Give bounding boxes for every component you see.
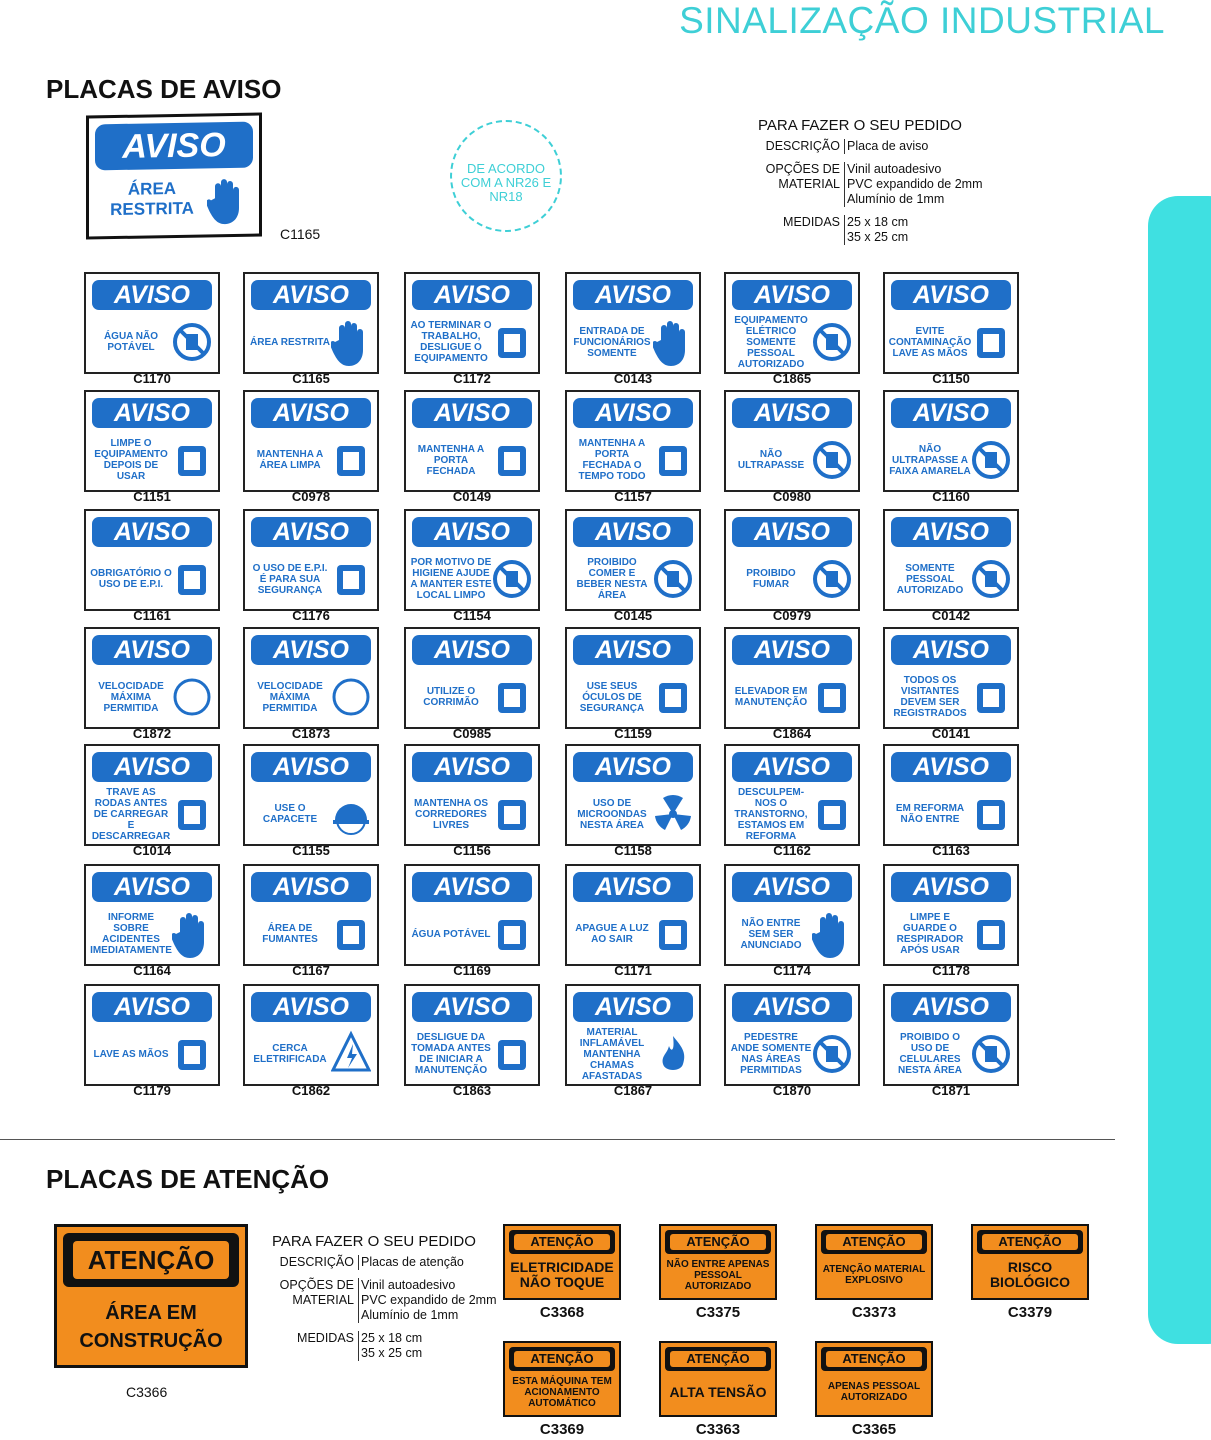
radiation-icon [653,790,693,838]
speed-20-icon [331,673,371,721]
ppe-icon [331,555,371,603]
order-value: Alumínio de 1mm [361,1308,459,1322]
order-value: Placa de aviso [847,139,929,153]
faucet-icon [492,910,532,958]
sign-text: EM REFORMA NÃO ENTRE [895,803,965,825]
sign-bar: AVISO [732,517,852,547]
sign-text: TRAVE AS RODAS ANTES DE CARREGAR E DESCARREGAR [91,786,171,842]
order-value: Alumínio de 1mm [847,192,945,206]
handrail-icon [492,673,532,721]
aviso-sign [724,984,860,1086]
sign-text: ÁGUA NÃO POTÁVEL [103,331,159,353]
sign-bar: AVISO [732,992,852,1022]
switch-icon [653,910,693,958]
sign-code: C3375 [695,1304,741,1321]
electric-icon [331,1030,371,1078]
sign-bar: AVISO [573,635,693,665]
no-drinking-water-icon [172,318,212,366]
order-value: Placas de atenção [361,1255,464,1269]
aviso-sign [84,272,220,374]
aviso-sign [724,509,860,611]
sign-bar: AVISO [573,872,693,902]
sign-text: MATERIAL INFLAMÁVEL MANTENHA CHAMAS AFASTADAS [579,1026,645,1082]
speed-10-icon [172,673,212,721]
sign-code: C0141 [931,726,971,741]
sign-bar: AVISO [891,992,1011,1022]
sign-text: O USO DE E.P.I. É PARA SUA SEGURANÇA [252,562,328,596]
sign-bar: AVISO [732,280,852,310]
sign-bar: AVISO [251,635,371,665]
sign-bar: AVISO [412,752,532,782]
sign-bar-label: ATENÇÃO [73,1241,229,1279]
sign-bar [63,1233,239,1287]
aviso-sign [404,744,540,846]
sign-bar: AVISO [92,872,212,902]
aviso-sign [404,627,540,729]
sign-bar: AVISO [412,398,532,428]
sign-bar [821,1230,927,1254]
aviso-sign [724,272,860,374]
order-title: PARA FAZER O SEU PEDIDO [272,1233,476,1250]
sign-text: ELETRICIDADE NÃO TOQUE [510,1259,614,1290]
sign-text: INFORME SOBRE ACIDENTES IMEDIATAMENTE [90,912,172,956]
aviso-sign [883,984,1019,1086]
sign-code: C1159 [614,726,652,741]
sign-code: C1176 [292,608,330,623]
sign-text: PROIBIDO FUMAR [746,568,796,590]
aviso-sign [883,627,1019,729]
aviso-sign [243,864,379,966]
hand-icon [812,910,852,958]
sign-bar: AVISO [251,280,371,310]
sign-text: ESTA MÁQUINA TEM ACIONAMENTO AUTOMÁTICO [512,1375,612,1409]
sign-bar-label: ATENÇÃO [670,1351,766,1367]
sign-bar-label: ATENÇÃO [514,1234,610,1250]
sign-bar: AVISO [891,517,1011,547]
sign-bar: AVISO [95,122,253,171]
aviso-sign [243,390,379,492]
order-label [272,1308,359,1323]
sign-text: ÁREA EM CONSTRUÇÃO [79,1302,223,1352]
sign-bar: AVISO [891,635,1011,665]
sign-text: USO DE MICROONDAS NESTA ÁREA [577,797,647,831]
sign-code: C0149 [452,489,492,504]
hero-atencao-sign [54,1224,248,1368]
sign-code: C0979 [772,608,812,623]
aviso-sign [84,627,220,729]
smoking-icon [331,910,371,958]
sign-code: C0980 [772,489,812,504]
respirator-icon [971,910,1011,958]
sign-code: C0142 [931,608,971,623]
sign-text: SOMENTE PESSOAL AUTORIZADO [896,562,964,596]
atencao-sign [659,1341,777,1417]
sign-bar: AVISO [251,872,371,902]
sign-code: C3379 [1007,1304,1053,1321]
aviso-sign [84,864,220,966]
order-value: 25 x 18 cm [361,1331,423,1345]
sign-text: DESCULPEM-NOS O TRANSTORNO, ESTAMOS EM REFORMA [734,786,808,842]
aviso-sign [565,509,701,611]
sign-bar-label: ATENÇÃO [514,1351,610,1367]
sign-code: C1161 [133,608,171,623]
atencao-sign [659,1224,777,1300]
page-header-title: SINALIZAÇÃO INDUSTRIAL [679,0,1165,41]
order-value: PVC expandido de 2mm [847,177,983,191]
sign-bar: AVISO [412,517,532,547]
aviso-sign [565,627,701,729]
sign-bar [977,1230,1083,1254]
sign-text: EQUIPAMENTO ELÉTRICO SOMENTE PESSOAL AUTORIZADO [734,314,808,370]
sign-bar: AVISO [92,635,212,665]
hero-atencao-code: C3366 [126,1384,168,1400]
sign-bar: AVISO [412,992,532,1022]
sign-code: C1167 [292,963,330,978]
barrier-icon [812,790,852,838]
no-pedestrian-icon [812,1030,852,1078]
sign-text: ELEVADOR EM MANUTENÇÃO [734,686,808,708]
sign-bar [509,1347,615,1371]
sign-text: CERCA ELETRIFICADA [253,1043,327,1065]
order-label: MATERIAL [758,177,845,192]
aviso-sign [883,864,1019,966]
sign-text: RISCO BIOLÓGICO [989,1259,1071,1290]
order-value: Vinil autoadesivo [361,1278,456,1292]
cleaning-icon [172,436,212,484]
sign-text: DESLIGUE DA TOMADA ANTES DE INICIAR A MANUTENÇÃO [411,1032,491,1076]
aviso-sign [243,509,379,611]
hand-icon [207,176,247,227]
order-value: 35 x 25 cm [847,230,909,244]
sign-bar: AVISO [573,517,693,547]
no-pass-icon [812,436,852,484]
sign-bar: AVISO [251,398,371,428]
sign-text: VELOCIDADE MÁXIMA PERMITIDA [257,680,323,714]
sign-code: C1169 [453,963,491,978]
flame-icon [653,1030,693,1078]
sign-bar: AVISO [251,752,371,782]
aviso-sign [243,744,379,846]
sign-text: PROIBIDO O USO DE CELULARES NESTA ÁREA [898,1032,962,1076]
nr-stamp [450,120,562,232]
order-label: MATERIAL [272,1293,359,1308]
atencao-sign [815,1341,933,1417]
sign-code: C1014 [132,843,172,858]
sign-bar: AVISO [573,398,693,428]
no-pass-icon [971,436,1011,484]
aviso-sign [243,627,379,729]
sign-bar: AVISO [891,280,1011,310]
sign-code: C1862 [291,1083,331,1098]
sign-text: POR MOTIVO DE HIGIENE AJUDE A MANTER ESTE LOCAL LIMPO [410,557,492,601]
sign-text: PROIBIDO COMER E BEBER NESTA ÁREA [576,557,648,601]
sign-code: C3373 [851,1304,897,1321]
helmet-icon [331,790,371,838]
sign-text: ENTRADA DE FUNCIONÁRIOS SOMENTE [573,325,651,359]
aviso-sign [404,390,540,492]
wash-hands-icon [971,318,1011,366]
sign-code: C1151 [133,489,171,504]
sign-code: C1870 [772,1083,812,1098]
section-divider [0,1139,1115,1140]
order-value: PVC expandido de 2mm [361,1293,497,1307]
aviso-sign [565,272,701,374]
plug-icon [492,1030,532,1078]
order-label: MEDIDAS [272,1331,359,1346]
atencao-sign [815,1224,933,1300]
sign-bar: AVISO [891,872,1011,902]
order-label: DESCRIÇÃO [272,1255,359,1270]
sign-bar: AVISO [732,872,852,902]
sign-code: C0985 [452,726,492,741]
order-value: 35 x 25 cm [361,1346,423,1360]
aviso-sign [84,744,220,846]
sign-code: C1150 [932,371,970,386]
sign-code: C1162 [773,843,811,858]
aviso-sign [84,509,220,611]
sign-text: LAVE AS MÃOS [93,1048,169,1060]
sign-text: USE SEUS ÓCULOS DE SEGURANÇA [579,680,645,714]
sign-bar-label: ATENÇÃO [826,1351,922,1367]
sign-code: C3365 [851,1421,897,1438]
aviso-sign [883,390,1019,492]
stamp-text: DE ACORDO COM A NR26 E NR18 [460,161,552,204]
aviso-sign [565,864,701,966]
sign-code: C3369 [539,1421,585,1438]
sign-bar: AVISO [251,517,371,547]
sign-code: C1864 [772,726,812,741]
sign-text: VELOCIDADE MÁXIMA PERMITIDA [98,680,164,714]
sign-code: C1172 [453,371,491,386]
sign-code: C1174 [773,963,811,978]
aviso-sign [565,744,701,846]
sign-text: ALTA TENSÃO [669,1383,767,1400]
sign-text: ÁREA RESTRITA [250,336,330,348]
order-info-atencao [272,1234,497,1361]
aviso-sign [724,390,860,492]
sign-bar-label: ATENÇÃO [670,1234,766,1250]
door-icon [653,436,693,484]
sign-code: C1154 [453,608,491,623]
hero-aviso-sign [86,112,262,239]
hand-icon [653,318,693,366]
sign-code: C0978 [291,489,331,504]
sign-bar: AVISO [412,872,532,902]
sign-bar: AVISO [732,635,852,665]
sign-text: NÃO ULTRAPASSE [737,449,805,471]
order-label: DESCRIÇÃO [758,139,845,154]
sign-text: USE O CAPACETE [262,803,318,825]
hand-icon [331,318,371,366]
goggles-icon [653,673,693,721]
sign-code: C1160 [932,489,970,504]
sign-bar: AVISO [251,992,371,1022]
aviso-sign [565,984,701,1086]
sign-bar-label: ATENÇÃO [826,1234,922,1250]
sign-code: C3368 [539,1304,585,1321]
sign-text: AO TERMINAR O TRABALHO, DESLIGUE O EQUIPAMENTO [410,320,492,364]
sign-text: EVITE CONTAMINAÇÃO LAVE AS MÃOS [888,325,972,359]
aviso-sign [404,984,540,1086]
sign-bar: AVISO [891,752,1011,782]
no-food-icon [653,555,693,603]
sign-bar: AVISO [412,280,532,310]
sign-code: C1171 [614,963,652,978]
elevator-icon [812,673,852,721]
sign-bar [665,1230,771,1254]
sign-bar: AVISO [92,398,212,428]
order-value: 25 x 18 cm [847,215,909,229]
hero-aviso-code: C1165 [280,226,321,242]
sign-text: NÃO ULTRAPASSE A FAIXA AMARELA [889,443,971,477]
sign-text: PEDESTRE ANDE SOMENTE NAS ÁREAS PERMITIDAS [730,1032,812,1076]
section-title-atencao: PLACAS DE ATENÇÃO [46,1164,330,1194]
sign-bar: AVISO [732,752,852,782]
no-touch-icon [971,555,1011,603]
order-label: OPÇÕES DE [272,1278,359,1293]
order-info-aviso [758,118,983,245]
sign-code: C1871 [931,1083,971,1098]
sign-text: NÃO ENTRE SEM SER ANUNCIADO [740,917,802,951]
sign-text: MANTENHA A ÁREA LIMPA [256,449,324,471]
sign-text: MANTENHA OS CORREDORES LIVRES [413,797,489,831]
sign-code: C1863 [452,1083,492,1098]
sign-code: C1157 [614,489,652,504]
aviso-sign [404,509,540,611]
atencao-sign [503,1224,621,1300]
sign-code: C1158 [614,843,652,858]
sign-text: ÁREA DE FUMANTES [262,923,318,945]
barrier-icon [971,790,1011,838]
sign-code: C1155 [292,843,330,858]
no-touch-icon [812,318,852,366]
aviso-sign [84,390,220,492]
sign-bar [821,1347,927,1371]
sign-text: ÁREA RESTRITA [110,178,194,220]
sign-code: C1163 [932,843,970,858]
sign-bar: AVISO [92,280,212,310]
no-smoking-icon [812,555,852,603]
sign-code: C1170 [133,371,171,386]
sign-text: MANTENHA A PORTA FECHADA [417,443,485,477]
sign-bar: AVISO [573,280,693,310]
sign-bar: AVISO [412,635,532,665]
aviso-sign [724,864,860,966]
atencao-sign [971,1224,1089,1300]
order-label: OPÇÕES DE [758,162,845,177]
sign-text: APAGUE A LUZ AO SAIR [575,923,649,945]
no-litter-icon [492,555,532,603]
order-label [758,230,845,245]
no-phone-icon [971,1030,1011,1078]
sign-code: C1873 [291,726,331,741]
sign-bar-label: ATENÇÃO [982,1234,1078,1250]
aviso-sign [565,390,701,492]
sign-text: MANTENHA A PORTA FECHADA O TEMPO TODO [578,438,646,482]
sign-code: C0145 [613,608,653,623]
sign-text: OBRIGATÓRIO O USO DE E.P.I. [90,568,172,590]
aviso-sign [883,509,1019,611]
sign-code: C0143 [613,371,653,386]
sign-text: TODOS OS VISITANTES DEVEM SER REGISTRADOS [893,675,967,719]
aviso-sign [404,272,540,374]
sign-code: C1178 [932,963,970,978]
sign-bar: AVISO [92,517,212,547]
sign-code: C1867 [613,1083,653,1098]
sign-code: C3363 [695,1421,741,1438]
atencao-sign [503,1341,621,1417]
sign-bar: AVISO [92,992,212,1022]
aviso-sign [84,984,220,1086]
sign-text: APENAS PESSOAL AUTORIZADO [827,1381,921,1403]
sign-code: C1872 [132,726,172,741]
sign-bar: AVISO [573,992,693,1022]
sign-code: C1156 [453,843,491,858]
hand-icon [172,910,212,958]
door-icon [492,436,532,484]
aviso-sign [724,627,860,729]
sign-text: ÁGUA POTÁVEL [411,928,491,940]
order-title: PARA FAZER O SEU PEDIDO [758,117,962,134]
order-value: Vinil autoadesivo [847,162,942,176]
sign-code: C1164 [133,963,171,978]
aviso-sign [883,744,1019,846]
sign-code: C1865 [772,371,812,386]
switch-icon [492,318,532,366]
sign-bar: AVISO [573,752,693,782]
register-icon [971,673,1011,721]
wash-hands-icon [172,1030,212,1078]
aviso-sign [243,272,379,374]
sign-text: ATENÇÃO MATERIAL EXPLOSIVO [822,1264,926,1286]
sign-bar [665,1347,771,1371]
sign-bar: AVISO [732,398,852,428]
side-tab [1148,196,1211,1344]
sign-text: LIMPE O EQUIPAMENTO DEPOIS DE USAR [94,438,168,482]
aviso-sign [883,272,1019,374]
sign-text: NÃO ENTRE APENAS PESSOAL AUTORIZADO [666,1258,770,1292]
order-label [272,1346,359,1361]
wheel-icon [172,790,212,838]
section-title-aviso: PLACAS DE AVISO [46,74,282,104]
sign-code: C1179 [133,1083,171,1098]
aviso-sign [243,984,379,1086]
broom-icon [331,436,371,484]
boxes-icon [492,790,532,838]
order-label [758,192,845,207]
aviso-sign [724,744,860,846]
sign-text: LIMPE E GUARDE O RESPIRADOR APÓS USAR [896,912,964,956]
protective-suit-icon [172,555,212,603]
sign-bar [509,1230,615,1254]
sign-code: C1165 [292,371,330,386]
sign-bar: AVISO [891,398,1011,428]
aviso-sign [404,864,540,966]
order-label: MEDIDAS [758,215,845,230]
sign-bar: AVISO [92,752,212,782]
sign-text: UTILIZE O CORRIMÃO [423,686,479,708]
